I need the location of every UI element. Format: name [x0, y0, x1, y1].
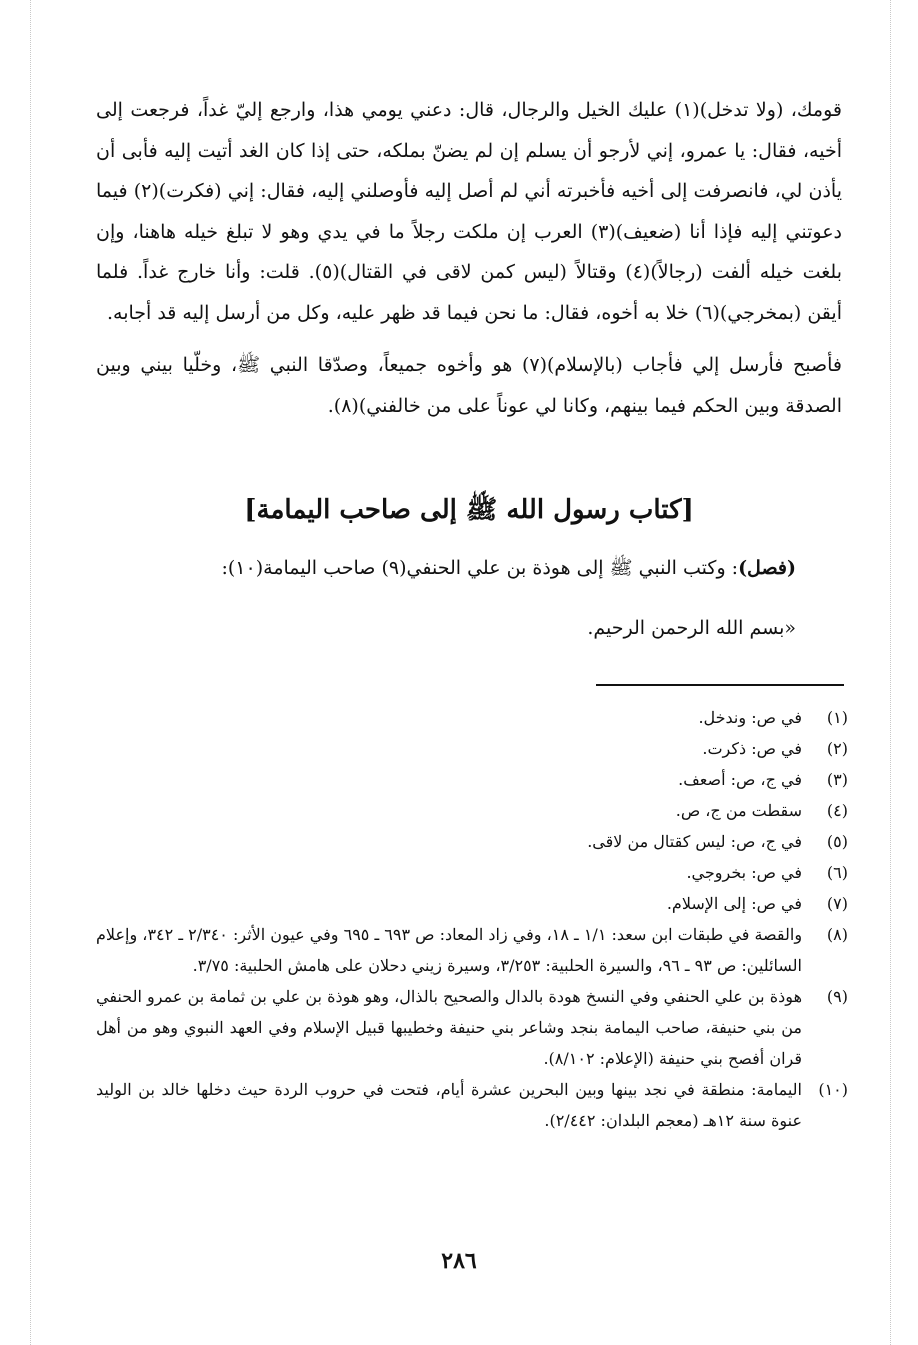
- footnote-item: [96, 888, 848, 919]
- footnote-number: (١٠): [818, 1080, 848, 1099]
- footnote-number: (١): [826, 708, 848, 727]
- footnote-number: (٧): [826, 894, 848, 913]
- footnote-text: سقطت من ج، ص.: [675, 801, 802, 820]
- footnote-text: والقصة في طبقات ابن سعد: ١/١ ـ ١٨، وفي زاد المعاد: ص ٦٩٣ ـ ٦٩٥ وفي عيون الأثر: ٢/٣٤٠ ـ ٣٤٢، وإعلام السائلين: ص ٩٣ ـ ٩٦، والسيرة الحلبية: ٣/٢٥٣، وسيرة زيني دحلان على هامش الحلبية: ٣/٧٥.: [96, 925, 803, 975]
- footnote-item: [96, 733, 848, 764]
- footnote-number: (٨): [826, 925, 848, 944]
- main-paragraph-2: فأصبح فأرسل إلي فأجاب (بالإسلام)(٧) هو وأخوه جميعاً، وصدّقا النبي ﷺ، وخلّيا بيني وبين الصدقة وبين الحكم فيما بينهم، وكانا لي عوناً على من خالفني)(٨).: [96, 354, 842, 417]
- page-number: ٢٨٦: [441, 1248, 477, 1274]
- fasl-label: (فصل): [738, 557, 796, 579]
- footnote-text: اليمامة: منطقة في نجد بينها وبين البحرين عشرة أيام، فتحت في حروب الردة حيث دخلها خالد بن الوليد عنوة سنة ١٢هـ (معجم البلدان: ٢/٤٤٢).: [96, 1080, 802, 1130]
- footnote-item: [96, 981, 848, 1074]
- footnote-number: (٦): [826, 863, 848, 882]
- footnote-text: في ص: ذكرت.: [702, 739, 802, 758]
- footnote-item: [96, 702, 848, 733]
- fasl-text: : وكتب النبي ﷺ إلى هوذة بن علي الحنفي(٩) صاحب اليمامة(١٠):: [221, 557, 739, 579]
- scan-artifact-right: [890, 0, 891, 1345]
- scan-artifact-left: [30, 0, 31, 1345]
- basmala: «بسم الله الرحمن الرحيم.: [587, 617, 796, 639]
- footnote-item: [96, 1074, 848, 1136]
- footnote-number: (٤): [826, 801, 848, 820]
- footnote-text: في ج، ص: أصعف.: [678, 770, 802, 789]
- section-heading: [كتاب رسول الله ﷺ إلى صاحب اليمامة]: [244, 495, 694, 525]
- footnote-text: في ص: إلى الإسلام.: [666, 894, 802, 913]
- footnote-divider: [596, 684, 844, 686]
- footnote-text: هوذة بن علي الحنفي وفي النسخ هودة بالدال والصحيح بالذال، وهو هوذة بن علي بن ثمامة بن عمرو الحنفي من بني حنيفة، صاحب اليمامة بنجد وشاعر بني حنيفة وخطيبها قبيل الإسلام وفي العهد النبوي وهو من أهل قران أفصح بني حنيفة (الإعلام: ٨/١٠٢).: [96, 987, 803, 1068]
- footnote-number: (٩): [826, 987, 848, 1006]
- footnote-number: (٣): [826, 770, 848, 789]
- main-text: [96, 90, 842, 426]
- main-paragraph-1: قومك، (ولا تدخل)(١) عليك الخيل والرجال، قال: دعني يومي هذا، وارجع إليّ غداً، فرجعت إلى أخيه، فقال: يا عمرو، إني لأرجو أن يسلم إن لم يضنّ بملكه، حتى إذا كان الغد أتيت إليه فأبى أن يأذن لي، فانصرفت إلى أخيه فأخبرته أني لم أصل إليه فأوصلني إليه، فقال: إني (فكرت)(٢) فيما دعوتني إليه فإذا أنا (ضعيف)(٣) العرب إن ملكت رجلاً ما في يدي وهو لا تبلغ خيله هاهنا، وإن بلغت خيله ألفت (رجالاً)(٤) وقتالاً (ليس كمن لاقى في القتال)(٥). قلت: وأنا خارج غداً. فلما أيقن (بمخرجي)(٦) خلا به أخوه، فقال: ما نحن فيما قد ظهر عليه، وكل من أرسل إليه قد أجابه.: [96, 99, 842, 324]
- footnote-text: في ج، ص: ليس كقتال من لاقى.: [587, 832, 802, 851]
- footnote-item: [96, 857, 848, 888]
- footnote-number: (٥): [826, 832, 848, 851]
- fasl-line: [96, 548, 796, 588]
- footnote-text: في ص: وندخل.: [698, 708, 802, 727]
- footnote-number: (٢): [826, 739, 848, 758]
- footnote-item: [96, 795, 848, 826]
- footnote-text: في ص: بخروجي.: [686, 863, 802, 882]
- footnote-item: [96, 764, 848, 795]
- footnote-item: [96, 919, 848, 981]
- footnote-item: [96, 826, 848, 857]
- footnotes: [96, 702, 848, 1136]
